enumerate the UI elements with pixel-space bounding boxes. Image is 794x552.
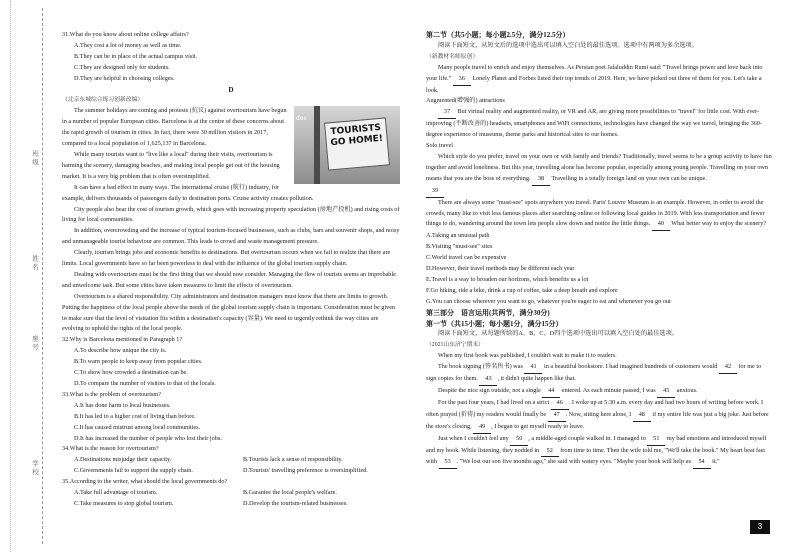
seven-choice-paragraph-1 <box>426 63 772 97</box>
seven-choice-option-e: E.Travel is a way to broaden our horizons, which benefits us a lot <box>426 275 589 283</box>
q34-option-c: C.Governments fail to support the supply chain. <box>74 467 193 475</box>
blank-51[interactable]: 51 <box>647 434 665 446</box>
q32-option-c: C.To show how crowded a destination can be. <box>74 369 188 377</box>
passage-d-paragraph-5: In addition, overcrowding and the increase of typical tourism-focused businesses, such as clubs, bars and souvenir shops, and noisy and unmanageable tourist behaviour are common. This leads to crowd and waste management pressure. <box>62 227 400 246</box>
blank-43[interactable]: 43 <box>479 374 497 386</box>
q31-option-b: B.They can be in place of the actual campus visit. <box>74 52 198 60</box>
cloze-text: it." <box>712 458 720 466</box>
passage-d-source: （北京东城综合练习创新改编） <box>62 97 144 104</box>
section-1-heading: 第一节（共15小题；每小题1分，满分15分） <box>426 319 563 328</box>
cloze-text: Despite the nice sign outside, not a single <box>438 387 541 394</box>
cloze-text: , it didn't quite happen like that. <box>497 375 576 383</box>
page-number: 3 <box>750 520 770 534</box>
passage-d-paragraph-4: City people also bear the cost of tourism growth, which goes with increasing property speculation (房地产投机) and rising costs of living for local communities. <box>62 205 400 224</box>
subheading-augmented-attractions: Augmented(增强的) attractions <box>426 97 505 105</box>
blank-48[interactable]: 48 <box>633 410 651 422</box>
blank-53[interactable]: 53 <box>439 457 457 469</box>
section-1-source: （2021山东济宁期末） <box>426 342 484 349</box>
section-2-source: （新教材名师原创） <box>426 53 479 60</box>
q35-option-c: C.Take measures to stop global tourism. <box>74 499 174 507</box>
cloze-paragraph-5 <box>426 434 772 470</box>
seven-choice-option-b: B.Visiting "must-see" sites <box>426 243 493 251</box>
q35-options-row-1 <box>62 488 400 499</box>
question-32-stem: 32.Why is Barcelona mentioned in Paragraph 1? <box>62 336 183 344</box>
cloze-text: , I began to get myself ready to leave. <box>491 422 585 430</box>
q33-option-a: A.It has done harm to local businesses. <box>74 401 171 409</box>
blank-41[interactable]: 41 <box>524 362 542 374</box>
seven-choice-option-f: F.Go hiking, ride a bike, drink a cup of coffee, take a deep breath and explore <box>426 286 618 294</box>
q35-option-a: A.Take full advantage of tourism. <box>74 489 158 497</box>
q32-option-a: A.To describe how unique the city is. <box>74 347 167 355</box>
passage-d-paragraph-6: Clearly, tourism brings jobs and economic benefits to destinations. But overtourism occurs when we fail to realize that there are limits. Local governments have so far been powerless to deal with the influence of the global tourism supply chain. <box>62 249 391 268</box>
q34-options-row-1 <box>62 455 400 466</box>
cloze-text: my bad emotions and introduced myself and my book. While listening, they nodded in <box>426 434 767 454</box>
q35-option-b: B.Garantee the local people's welfare. <box>243 489 337 497</box>
cut-line <box>42 8 43 544</box>
q35-options-row-2 <box>62 499 400 510</box>
seven-choice-option-g: G.You can choose wherever you want to go, whatever you're eager to eat and whenever you go out <box>426 297 671 305</box>
blank-40[interactable]: 40 <box>652 219 670 231</box>
cloze-text: Just when I couldn't feel any <box>438 434 509 442</box>
question-35-stem: 35.According to the writer, what should the local governments do? <box>62 478 228 486</box>
paragraph-1-text-a: Many people travel to enrich and enjoy themselves. As Persian poet Jalaluddin Rumi said: "Travel brings power and love back into your life." <box>426 63 763 82</box>
section-1-instructions: 阅读下面短文，从每题所给的A、B、C、D四个选项中选出可以填入空白处的最佳选项。 <box>438 330 678 338</box>
blank-47[interactable]: 47 <box>548 410 566 422</box>
photo-tag: dos <box>296 115 307 123</box>
cloze-text: in a beautiful bookstore. I had imagined hundreds of customers would <box>544 363 718 371</box>
cloze-paragraph-1: When my first book was published, I couldn't wait to make it to readers. <box>438 352 617 360</box>
paragraph-4-text-a: There are always some "must-see" spots anywhere you travel. Paris' Louvre Museum is an example. However, in order to avoid the crowds, many like to visit less famous places after searching online or following local guides in 2019. With less transportation and fewer things to do, wandering around the town lets people slow down and notice the little things. <box>426 198 765 228</box>
paragraph-4-text-b: What better way to enjoy the scenery? <box>671 220 767 228</box>
blank-39[interactable]: 39 <box>426 186 444 198</box>
cloze-paragraph-2 <box>426 362 772 386</box>
paragraph-2-text: But virtual reality and augmented reality, or VR and AR, are giving more possibilities to "travel" for little cost. With ever-improving (不断改善的) headsets, smartphones and WiFi connections, technologies have changed the way we travel, bringing the 360-degree experience of museums, theme parks and historical sites to our homes. <box>426 108 762 139</box>
blank-54[interactable]: 54 <box>693 457 711 469</box>
cloze-text: from time to time. Then the wife told me, "We'll take the book." My heart beat fast with <box>426 446 765 466</box>
cloze-text: if my entire life was just a big joke. Just before the store's closing, <box>426 410 769 430</box>
left-column <box>62 30 400 510</box>
q35-option-d: D.Develop the tourism-related businesses. <box>243 499 348 507</box>
cloze-text: . Now, sitting here alone, I <box>565 410 632 418</box>
right-column <box>426 30 772 469</box>
cloze-text: . I woke up at 5:30 a.m. every day and had two hours of writing before work. I often prayed (祈祷) my readers would finally be <box>426 398 764 418</box>
blank-38[interactable]: 38 <box>532 174 550 186</box>
q31-option-a: A.They cost a lot of money as well as time. <box>74 41 182 49</box>
binding-label-name: 姓名 <box>31 255 38 272</box>
cloze-text: . "We lost our son five months ago," she said with watery eyes. "Maybe your book will help us <box>456 458 691 466</box>
binding-label-class: 班级 <box>31 150 38 167</box>
passage-d-paragraph-7: Dealing with overtourism must be the first thing that we should now consider. Managing the flow of tourists seems an improbable and unwelcome task. But some cities have taken measures to limit the effects of overtourism. <box>62 270 396 289</box>
paragraph-3-text-a: Which style do you prefer, travel on your own or with family and friends? Traditionally, travel seems to be a group activity to have fun together and avoid loneliness. But this year, travelling alone has become popular, especially among young people. Travelling on your own means that you are the boss of everything. <box>426 152 772 182</box>
seven-choice-option-c: C.World travel can be expensive <box>426 254 507 262</box>
q31-option-d: D.They are helpful in choosing colleges. <box>74 74 175 82</box>
blank-49[interactable]: 49 <box>473 422 491 434</box>
cloze-text: for me to sign copies for them. <box>426 363 762 383</box>
q31-option-c: C.They are designed only for students. <box>74 63 170 71</box>
q32-option-b: B.To warn people to keep away from popular cities. <box>74 358 203 366</box>
blank-52[interactable]: 52 <box>541 446 559 458</box>
blank-37[interactable]: 37 <box>438 107 456 119</box>
q34-option-b: B.Tourists lack a sense of responsibility. <box>243 456 343 464</box>
binding-edge-line <box>10 0 11 552</box>
q33-option-b: B.It has led to a higher cost of living than before. <box>74 412 196 420</box>
q33-option-c: C.It has caused mistrust among local communities. <box>74 423 201 431</box>
paragraph-3-text-b: Travelling in a totally foreign land on your own can be unique. <box>551 174 707 182</box>
protest-photo <box>294 106 400 184</box>
cloze-paragraph-3 <box>426 386 772 398</box>
cloze-paragraph-4 <box>426 398 772 434</box>
section-2-instructions: 阅读下面短文，从短文后的选项中选出可以填入空白处的最佳选项。选项中有两项为多余选项。 <box>438 41 698 49</box>
seven-choice-paragraph-3 <box>426 152 772 186</box>
q33-option-d: D.It has increased the number of people who lost their jobs. <box>74 434 222 442</box>
question-31-stem: 31.What do you know about online college affairs? <box>62 31 189 38</box>
q34-options-row-2 <box>62 466 400 477</box>
tourists-go-home-sign: TOURISTS GO HOME! <box>324 118 390 171</box>
passage-d-paragraph-2: While many tourists want to "live like a local" during their visits, overtourism is harming the scenery, damaging beaches, and making local people get out of the housing market. It is a very big problem that is often oversimplified. <box>62 150 280 180</box>
seven-choice-paragraph-4 <box>426 198 772 232</box>
blank-36[interactable]: 36 <box>453 74 471 86</box>
binding-label-seat: 座号 <box>31 335 38 352</box>
passage-d-paragraph-1: The summer holidays are coming and protests (抗议) against overtourism have begun in a number of popular European cities. Barcelona is at the centre of these concerns about the rapid growth of tourism in cities. In fact, there were 30 million visitors in 2017, compared to a local population of 1,625,137 in Barcelona. <box>62 107 287 148</box>
blank-44[interactable]: 44 <box>542 386 560 398</box>
part-3-heading: 第三部分 语言运用(共两节，满分30分) <box>426 308 550 317</box>
blank-42[interactable]: 42 <box>719 362 737 374</box>
paragraph-1-text-b: Lonely Planet and Forbes listed their top trends of 2019. Here, we have picked out three of them for you. Let's take a look. <box>426 74 762 94</box>
passage-d-letter: D <box>228 85 234 94</box>
blank-50[interactable]: 50 <box>510 434 528 446</box>
binding-label-school: 学校 <box>31 460 38 477</box>
photo-pole <box>314 106 320 184</box>
blank-46[interactable]: 46 <box>551 398 569 410</box>
seven-choice-option-a: A.Taking an unusual path <box>426 232 490 240</box>
q32-option-d: D.To compare the number of visitors to that of the locals. <box>74 380 216 387</box>
blank-45[interactable]: 45 <box>657 386 675 398</box>
passage-d-paragraph-8: Overtourism is a shared responsibility. City administrators and destination managers must know that there are limits to growth. Putting the happiness of the local people above the needs of the global tourism supply chain is important. Consideration must be given to make sure that the level of visitation fits within a destination's capacity (容量). We need to urgently rethink the way cities are evolving to uphold the rights of the local people. <box>62 292 396 333</box>
question-33-stem: 33.What is the problem of overtourism? <box>62 390 161 398</box>
subheading-solo-travel: Solo travel <box>426 142 453 150</box>
cloze-text: entered. As each minute passed, I was <box>561 387 656 394</box>
cloze-text: , a middle-aged couple walked in. I managed to <box>528 434 646 442</box>
section-2-heading: 第二节（共5小题；每小题2.5分，满分12.5分） <box>426 31 570 39</box>
blank-39-line <box>426 186 772 198</box>
seven-choice-paragraph-2 <box>426 107 772 141</box>
seven-choice-option-d: D.However, their travel methods may be different each year <box>426 265 575 273</box>
passage-d-paragraph-3: It can have a bad effect in many ways. The international cruise (航行) industry, for example, delivers thousands of passengers daily to destination ports. Cruise activity creates pollution. <box>62 183 314 202</box>
binding-margin <box>0 0 58 552</box>
question-34-stem: 34.What is the reason for overtourism? <box>62 445 159 453</box>
cloze-text: anxious. <box>676 387 698 394</box>
q34-option-a: A.Destinations misjudge their capacity. <box>74 456 172 464</box>
q34-option-d: D.Tourists' travelling preference is oversimplified. <box>243 467 368 475</box>
cloze-text: For the past four years, I had lived on a strict <box>438 398 550 406</box>
cloze-text: The book signing (签名售书) was <box>438 363 523 371</box>
